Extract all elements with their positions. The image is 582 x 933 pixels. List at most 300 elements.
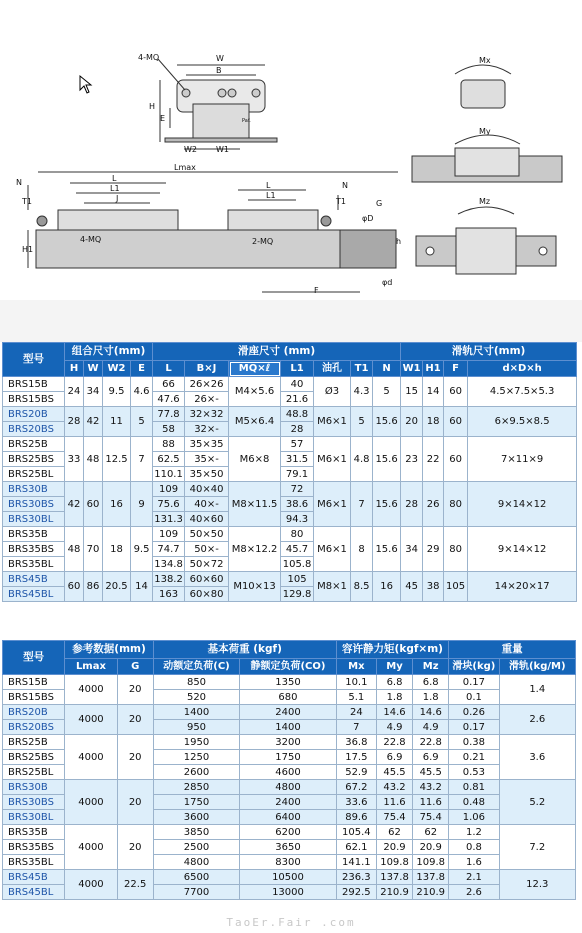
table-cell: 110.1 — [154, 468, 183, 480]
table-cell: 2.1 — [449, 870, 499, 885]
table-cell: M8×12.2 — [229, 527, 281, 572]
model-cell: BRS25B — [3, 437, 65, 452]
table1-rail-header: 滑轨尺寸(mm) — [401, 343, 577, 361]
table-cell: 36.8 — [336, 735, 376, 750]
table-cell: 4000 — [65, 735, 117, 780]
table-cell: 24 — [336, 705, 376, 720]
table-cell: 1400 — [153, 705, 239, 720]
table1-col-header: L — [153, 361, 185, 377]
table-cell: 10500 — [240, 870, 337, 885]
table-cell: 1400 — [240, 720, 337, 735]
table-row — [3, 675, 576, 690]
table-cell: 236.3 — [336, 870, 376, 885]
model-cell: BRS20BS — [3, 422, 65, 437]
label-my: My — [479, 127, 491, 136]
table1-col-header: F — [444, 361, 468, 377]
table-cell: 26×26 — [185, 377, 229, 392]
table-cell: 22.5 — [117, 870, 153, 900]
table2-col-header: Mx — [336, 659, 376, 675]
table-cell: 7700 — [153, 885, 239, 900]
table1-col-header: W — [84, 361, 103, 377]
table-cell: 2400 — [240, 795, 337, 810]
table-cell: 6500 — [153, 870, 239, 885]
table2-col-header: My — [376, 659, 412, 675]
model-cell: BRS15BS — [3, 392, 65, 407]
table-cell: 11.6 — [413, 795, 449, 810]
table-cell: M4×5.6 — [229, 377, 281, 407]
table-cell: 950 — [153, 720, 239, 735]
table-cell: 35×35 — [185, 437, 229, 452]
label-l1-right: L1 — [266, 191, 276, 200]
table-cell: 67.2 — [336, 780, 376, 795]
table2-weight-header: 重量 — [449, 641, 576, 659]
table-cell: 26×- — [185, 392, 229, 407]
table-cell: 40×- — [185, 497, 229, 512]
model-cell: BRS30BS — [3, 795, 65, 810]
table-cell: 0.53 — [449, 765, 499, 780]
table-cell: 4.8 — [351, 437, 373, 482]
model-cell: BRS15B — [3, 377, 65, 392]
table-cell: 7×11×9 — [468, 437, 577, 482]
mouse-cursor-icon — [80, 76, 91, 93]
label-mx: Mx — [479, 56, 491, 65]
table-cell: 850 — [153, 675, 239, 690]
model-cell: BRS15BS — [3, 690, 65, 705]
table2-ref-header: 参考数据(mm) — [65, 641, 153, 659]
table-cell: 12.5 — [103, 437, 131, 482]
table-cell: 14 — [423, 377, 444, 407]
table-cell: 5.1 — [336, 690, 376, 705]
table-cell: 2850 — [153, 780, 239, 795]
my-view-block — [455, 148, 519, 176]
label-w2: W2 — [184, 145, 197, 154]
load-table-wrap — [0, 640, 582, 900]
table-cell: 70 — [84, 527, 103, 572]
table-cell: 1.06 — [449, 810, 499, 825]
table-cell: 32×32 — [185, 407, 229, 422]
dimension-table-wrap — [0, 342, 582, 602]
table-cell: 4000 — [65, 780, 117, 825]
table-cell: 15.6 — [373, 407, 401, 437]
table-cell: 7 — [336, 720, 376, 735]
table1-col-header: N — [373, 361, 401, 377]
table-cell: 109.8 — [413, 855, 449, 870]
table-cell: 20 — [117, 780, 153, 825]
table-cell: 80 — [281, 527, 314, 542]
table-cell: M8×1 — [314, 572, 351, 602]
table-cell: 5 — [131, 407, 153, 437]
rail-front-view — [193, 104, 249, 138]
table2-header-row1 — [3, 641, 576, 659]
table-cell: 60 — [84, 482, 103, 527]
table-cell: 62 — [413, 825, 449, 840]
table1-header-row2 — [3, 361, 577, 377]
table-cell: 4000 — [65, 825, 117, 870]
table-cell: 62.1 — [336, 840, 376, 855]
table-cell: 40×60 — [185, 512, 229, 527]
table-row — [3, 437, 577, 452]
table2-col-header: Lmax — [65, 659, 117, 675]
table-cell: 43.2 — [413, 780, 449, 795]
table-cell: 6.8 — [413, 675, 449, 690]
table-cell: 4800 — [240, 780, 337, 795]
model-cell: BRS20BS — [3, 720, 65, 735]
table-cell: 1.8 — [376, 690, 412, 705]
table-cell: 4.3 — [351, 377, 373, 407]
model-cell: BRS20B — [3, 705, 65, 720]
dimension-table — [2, 342, 577, 602]
table-cell: 89.6 — [336, 810, 376, 825]
table-cell: 60 — [444, 407, 468, 437]
label-h: H — [149, 102, 156, 111]
table2-col-header: 静额定负荷(CO) — [240, 659, 337, 675]
table-cell: 210.9 — [376, 885, 412, 900]
table-cell: 0.21 — [449, 750, 499, 765]
table-cell: 26 — [423, 482, 444, 527]
table-cell: 2400 — [240, 705, 337, 720]
label-lmax: Lmax — [174, 163, 196, 172]
table-cell: 141.1 — [336, 855, 376, 870]
table-cell: 2600 — [153, 765, 239, 780]
table-cell: 105.4 — [336, 825, 376, 840]
table-cell: 80 — [444, 527, 468, 572]
table-cell: 40 — [281, 377, 314, 392]
table-cell: 38 — [423, 572, 444, 602]
table-cell: 4.6 — [131, 377, 153, 407]
table1-col-header: 油孔 — [314, 361, 351, 377]
model-cell: BRS25BS — [3, 750, 65, 765]
table-cell: 4.9 — [376, 720, 412, 735]
table1-col-header: E — [131, 361, 153, 377]
table-cell: 3.6 — [499, 735, 575, 780]
model-cell: BRS30B — [3, 780, 65, 795]
table-cell: 163 — [153, 587, 185, 602]
table-cell: 15.6 — [373, 482, 401, 527]
table-cell: 48.8 — [281, 407, 314, 422]
model-cell: BRS15B — [3, 675, 65, 690]
table-cell: M6×8 — [229, 437, 281, 482]
table-cell: 50×72 — [185, 557, 229, 572]
table-cell: 16 — [373, 572, 401, 602]
table-cell: 109 — [153, 482, 185, 497]
label-f: F — [314, 286, 319, 295]
model-cell: BRS45B — [3, 572, 65, 587]
table-cell: 94.3 — [281, 512, 314, 527]
model-cell: BRS35BL — [3, 557, 65, 572]
table-cell: 48 — [65, 527, 84, 572]
table-cell: 20 — [117, 675, 153, 705]
table-cell: 20 — [117, 825, 153, 870]
table-cell: 20.5 — [103, 572, 131, 602]
table2-col-header: 滑块(kg) — [449, 659, 499, 675]
table-cell: 42 — [65, 482, 84, 527]
table-cell: 58 — [153, 422, 185, 437]
table-cell: 32×- — [185, 422, 229, 437]
separator-band — [0, 300, 582, 342]
table-cell: 292.5 — [336, 885, 376, 900]
table-cell: 3850 — [153, 825, 239, 840]
model-cell: BRS35B — [3, 527, 65, 542]
table-cell: 2.6 — [499, 705, 575, 735]
table-cell: 6.8 — [376, 675, 412, 690]
table-cell: 9×14×12 — [468, 527, 577, 572]
table-cell: 75.6 — [153, 497, 185, 512]
label-b: B — [216, 66, 222, 75]
table-cell: 50×- — [185, 542, 229, 557]
table-cell: 14.6 — [413, 705, 449, 720]
table-cell: 22 — [423, 437, 444, 482]
table-cell: M10×13 — [229, 572, 281, 602]
model-cell: BRS30BS — [3, 497, 65, 512]
table-cell: 5 — [373, 377, 401, 407]
table-row — [3, 527, 577, 542]
table-row — [3, 407, 577, 422]
label-l1-left: L1 — [110, 184, 120, 193]
table-cell: 8300 — [240, 855, 337, 870]
table-cell: 1.4 — [499, 675, 575, 705]
table-cell: 15.6 — [373, 527, 401, 572]
table-cell: 20.9 — [376, 840, 412, 855]
table-cell: 4800 — [153, 855, 239, 870]
table-cell: 1250 — [153, 750, 239, 765]
table-cell: 138.2 — [154, 573, 183, 585]
model-cell: BRS25BS — [3, 452, 65, 467]
table-cell: 74.7 — [153, 542, 185, 557]
table1-col-header: T1 — [351, 361, 373, 377]
table-cell: 15 — [401, 377, 423, 407]
table1-header-row1 — [3, 343, 577, 361]
table-cell: 520 — [153, 690, 239, 705]
table-cell: 6.9 — [376, 750, 412, 765]
table-cell: Ø3 — [314, 377, 351, 407]
table-cell: 20 — [401, 407, 423, 437]
table-cell: 5.2 — [499, 780, 575, 825]
label-stamp: Paf. — [242, 118, 251, 124]
table-cell: 7 — [351, 482, 373, 527]
table2-load-header: 基本荷重 (kgf) — [153, 641, 336, 659]
table-cell: 38.6 — [281, 497, 314, 512]
table1-col-header: L1 — [281, 361, 314, 377]
table-cell: 45.7 — [281, 542, 314, 557]
table-cell: 105 — [281, 572, 314, 587]
table-cell: 1.8 — [413, 690, 449, 705]
table-cell: 28 — [281, 422, 314, 437]
table-cell: 0.17 — [449, 720, 499, 735]
table-cell: 45.5 — [413, 765, 449, 780]
table1-col-header: W2 — [103, 361, 131, 377]
table-cell: 6400 — [240, 810, 337, 825]
table-cell: 35×- — [185, 452, 229, 467]
table-cell: 137.8 — [413, 870, 449, 885]
table-cell: 1350 — [240, 675, 337, 690]
table-cell: M8×11.5 — [229, 482, 281, 527]
table-row — [3, 572, 577, 587]
model-cell: BRS25BL — [3, 765, 65, 780]
table-cell: 9.5 — [103, 377, 131, 407]
table-cell: 29 — [423, 527, 444, 572]
mx-view — [461, 80, 505, 108]
table-cell: 6×9.5×8.5 — [468, 407, 577, 437]
table-cell: 680 — [240, 690, 337, 705]
table-cell: M6×1 — [314, 482, 351, 527]
table-cell: 7.2 — [499, 825, 575, 870]
table-cell: 14×20×17 — [468, 572, 577, 602]
table-cell: 50×50 — [185, 527, 229, 542]
table-cell: 12.3 — [499, 870, 575, 900]
table-cell: 18 — [103, 527, 131, 572]
table-cell: 34 — [401, 527, 423, 572]
table-cell: 60 — [444, 377, 468, 407]
table-cell: 35×50 — [185, 467, 229, 482]
table2-col-header: Mz — [413, 659, 449, 675]
watermark: TaoEr.Fair .com — [226, 916, 356, 929]
table-cell: 4000 — [65, 705, 117, 735]
table2-model-header: 型号 — [3, 641, 65, 675]
model-cell: BRS30BL — [3, 810, 65, 825]
table-cell: 79.1 — [281, 467, 314, 482]
mz-view-block — [456, 228, 516, 274]
table-cell: 88 — [153, 437, 185, 452]
table-cell: 4600 — [240, 765, 337, 780]
table-cell: 42 — [84, 407, 103, 437]
table-cell: 62.5 — [153, 452, 185, 467]
label-w: W — [216, 54, 224, 63]
table-cell: 0.81 — [449, 780, 499, 795]
table-row — [3, 705, 576, 720]
table-cell: 52.9 — [336, 765, 376, 780]
table-cell: 9.5 — [131, 527, 153, 572]
table-cell: 8.5 — [351, 572, 373, 602]
table1-col-header: H1 — [423, 361, 444, 377]
table-cell: 4000 — [65, 675, 117, 705]
label-mz: Mz — [479, 197, 491, 206]
table-cell: 40×40 — [185, 482, 229, 497]
model-cell: BRS25B — [3, 735, 65, 750]
label-j: J — [116, 194, 119, 203]
table1-col-header: H — [65, 361, 84, 377]
table-cell: 33 — [65, 437, 84, 482]
table-cell: 137.8 — [376, 870, 412, 885]
table1-col-header: d×D×h — [468, 361, 577, 377]
table-cell: 21.6 — [281, 392, 314, 407]
table-cell: 28 — [65, 407, 84, 437]
table-row — [3, 735, 576, 750]
label-g: G — [376, 199, 383, 208]
table-cell: M5×6.4 — [229, 407, 281, 437]
table-cell: 1750 — [240, 750, 337, 765]
table-cell: 0.17 — [449, 675, 499, 690]
label-l-right: L — [266, 181, 271, 190]
table1-col-header: B×J — [185, 361, 229, 377]
label-w1: W1 — [216, 145, 229, 154]
table-cell: 75.4 — [413, 810, 449, 825]
table1-col-header: MQ×ℓ — [229, 361, 281, 377]
table-row — [3, 377, 577, 392]
table-cell: 86 — [84, 572, 103, 602]
model-cell: BRS35BS — [3, 840, 65, 855]
table-cell: 33.6 — [336, 795, 376, 810]
table-cell: 210.9 — [413, 885, 449, 900]
table-cell: 109.8 — [376, 855, 412, 870]
table-cell: 4.5×7.5×5.3 — [468, 377, 577, 407]
table-cell: 80 — [444, 482, 468, 527]
table-cell: 5 — [351, 407, 373, 437]
table2-header-row2 — [3, 659, 576, 675]
table1-col-header: W1 — [401, 361, 423, 377]
table-cell: 134.8 — [154, 558, 183, 570]
table-cell: 1750 — [153, 795, 239, 810]
table-cell: 1.2 — [449, 825, 499, 840]
table-cell: 1950 — [153, 735, 239, 750]
label-4mq-side: 4-MQ — [80, 235, 102, 244]
table-cell: 28 — [401, 482, 423, 527]
table2-moment-header: 容许静力矩(kgf×m) — [336, 641, 449, 659]
table-cell: 0.1 — [449, 690, 499, 705]
table-cell: 22.8 — [413, 735, 449, 750]
table-cell: 60 — [65, 572, 84, 602]
table-cell: 131.3 — [154, 513, 183, 525]
table-cell: 0.38 — [449, 735, 499, 750]
table-cell: 0.48 — [449, 795, 499, 810]
table-cell: 105 — [444, 572, 468, 602]
model-cell: BRS35B — [3, 825, 65, 840]
table-row — [3, 825, 576, 840]
label-e: E — [160, 114, 166, 123]
table1-model-header: 型号 — [3, 343, 65, 377]
load-table — [2, 640, 576, 900]
table-cell: 7 — [131, 437, 153, 482]
label-phi-d-small: φD — [362, 214, 374, 223]
table-cell: 4.9 — [413, 720, 449, 735]
table-cell: 60×60 — [185, 572, 229, 587]
table-cell: 47.6 — [153, 392, 185, 407]
label-4mq-top: 4-MQ — [138, 53, 160, 62]
label-t1-right: T1 — [336, 197, 346, 206]
model-cell: BRS25BL — [3, 467, 65, 482]
table-cell: 66 — [153, 377, 185, 392]
table-cell: 22.8 — [376, 735, 412, 750]
table2-col-header: 动额定负荷(C) — [153, 659, 239, 675]
table-cell: 20.9 — [413, 840, 449, 855]
table-cell: 72 — [281, 482, 314, 497]
model-cell: BRS30BL — [3, 512, 65, 527]
table2-body — [3, 675, 576, 900]
table-cell: 14.6 — [376, 705, 412, 720]
table-cell: 0.26 — [449, 705, 499, 720]
table-cell: 4000 — [65, 870, 117, 900]
table-cell: 2500 — [153, 840, 239, 855]
table-cell: 0.8 — [449, 840, 499, 855]
table-cell: 129.8 — [281, 587, 314, 602]
table-cell: 10.1 — [336, 675, 376, 690]
table-cell: M6×1 — [314, 407, 351, 437]
table-cell: 13000 — [240, 885, 337, 900]
table-cell: 3200 — [240, 735, 337, 750]
label-2mq: 2-MQ — [252, 237, 274, 246]
table-cell: 6.9 — [413, 750, 449, 765]
table2-col-header: G — [117, 659, 153, 675]
table-cell: 3600 — [153, 810, 239, 825]
label-h1: H1 — [22, 245, 34, 254]
model-cell: BRS45BL — [3, 885, 65, 900]
table-cell: 16 — [103, 482, 131, 527]
label-t1-left: T1 — [22, 197, 32, 206]
table-cell: 60 — [444, 437, 468, 482]
table-row — [3, 482, 577, 497]
table-cell: 20 — [117, 735, 153, 780]
table-cell: 34 — [84, 377, 103, 407]
table-cell: 18 — [423, 407, 444, 437]
